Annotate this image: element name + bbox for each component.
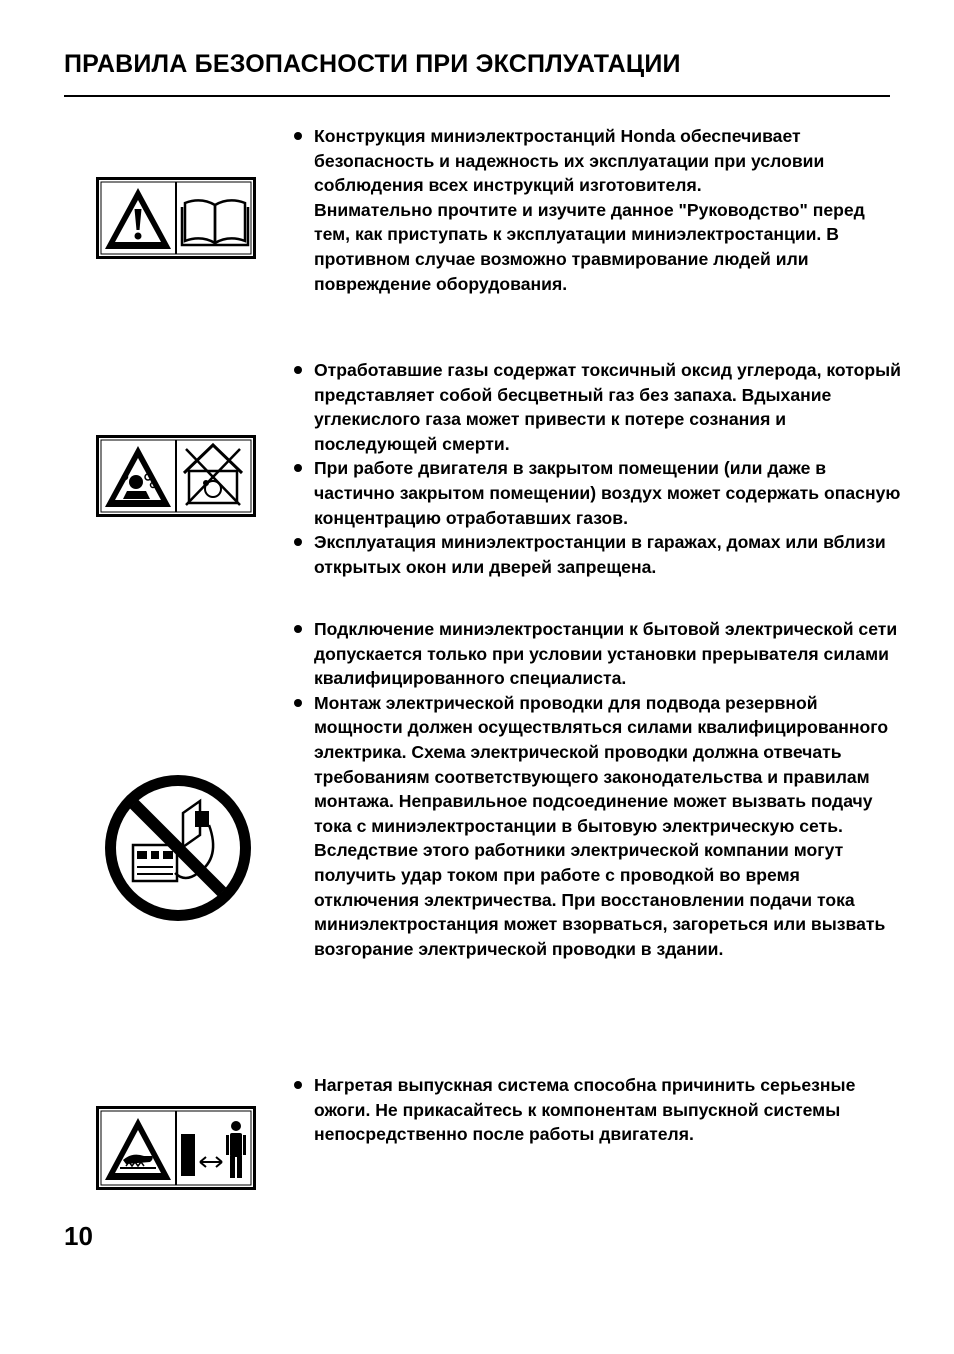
manual-instructions-block [292,124,902,296]
paragraph: Подключение миниэлектростанции к бытовой электрической сети допускается только при условии установки прерывателя силами квалифицированного специалиста. [314,619,898,689]
exhaust-gas-block [292,358,902,579]
bullet-icon [294,538,302,546]
paragraph: Монтаж электрической проводки для подвода резервной мощности должен осуществляться силами квалифицированного электрика. Схема электрической проводки должна отвечать требованиям соответствующего законодательства и правилам монтажа. Неправильное подсоединение может вызвать подачу тока с миниэлектростанции в бытовую электрическую сеть. Вследствие этого работники электрической компании могут получить удар током при работе с проводкой во время отключения электричества. При восстановлении подачи тока миниэлектростанция может взорваться, загореться или вызвать возгорание электрической проводки в здании. [314,692,889,959]
bullet-icon [294,1081,302,1089]
hot-surface-warning-sign [96,1106,256,1190]
paragraph: При работе двигателя в закрытом помещении (или даже в частично закрытом помещении) воздух может содержать опасную концентрацию отработавших газов. [314,458,901,528]
list-item [292,358,902,456]
paragraph: Нагретая выпускная система способна причинить серьезные ожоги. Не прикасайтесь к компонентам выпускной системы непосредственно после работы двигателя. [314,1075,856,1145]
exhaust-gas-warning-sign [96,435,256,517]
paragraph: Отработавшие газы содержат токсичный оксид углерода, который представляет собой бесцветный газ без запаха. Вдыхание углекислого газа может привести к потере сознания и последующей смерти. [314,360,901,454]
bullet-icon [294,366,302,374]
bullet-icon [294,464,302,472]
list-item [292,456,902,530]
list-item [292,1073,902,1147]
title-divider [64,95,890,97]
list-item [292,691,902,962]
page-title: ПРАВИЛА БЕЗОПАСНОСТИ ПРИ ЭКСПЛУАТАЦИИ [64,50,681,78]
paragraph: Эксплуатация миниэлектростанции в гаражах, домах или вблизи открытых окон или дверей запрещена. [314,532,886,577]
hot-exhaust-block [292,1073,902,1147]
paragraph: Конструкция миниэлектростанций Honda обеспечивает безопасность и надежность их эксплуатации при условии соблюдения всех инструкций изготовителя. [314,126,825,196]
read-manual-warning-sign [96,177,256,259]
bullet-icon [294,625,302,633]
bullet-icon [294,132,302,140]
paragraph: Внимательно прочтите и изучите данное "Руководство" перед тем, как приступать к эксплуатации миниэлектростанции. В противном случае возможно травмирование людей или повреждение оборудования. [314,199,865,294]
no-home-connection-sign [103,773,253,923]
list-item [292,617,902,691]
home-connection-block [292,617,902,961]
bullet-icon [294,699,302,707]
list-item [292,124,902,296]
page-number: 10 [64,1221,93,1251]
list-item [292,530,902,579]
